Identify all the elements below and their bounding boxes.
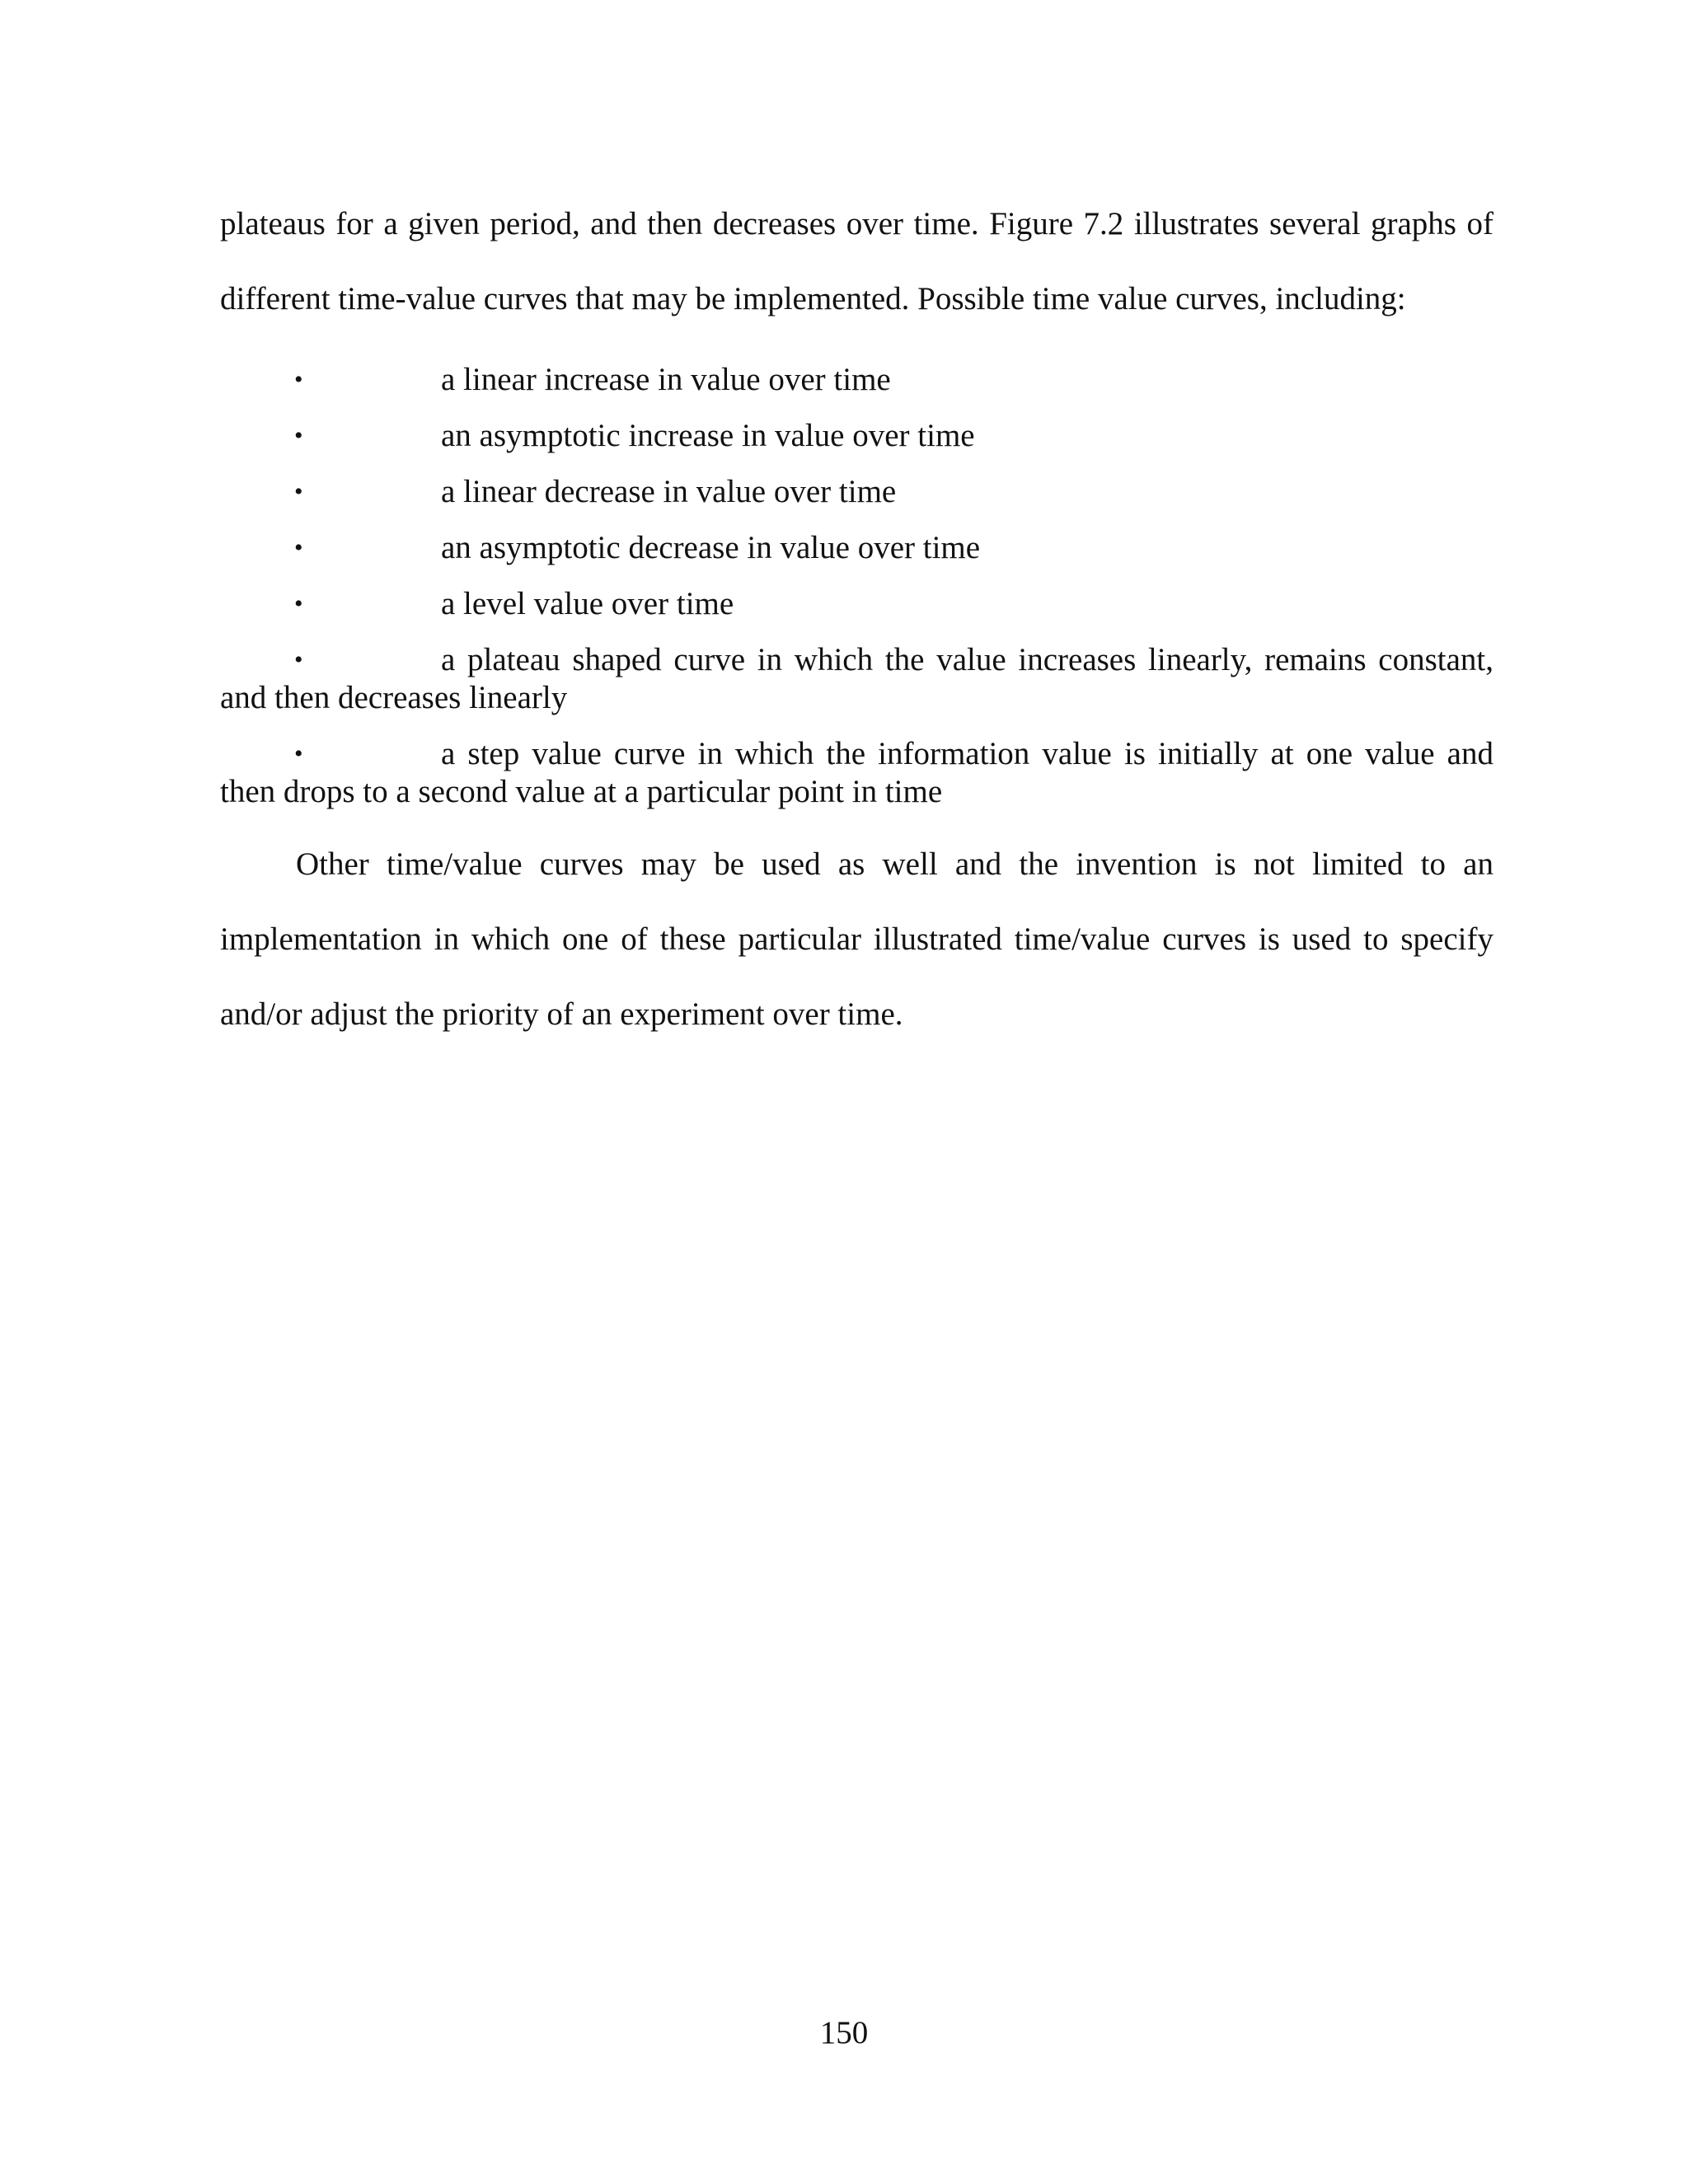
closing-paragraph: Other time/value curves may be used as well and the invention is not limited to an implementation in which one of these particular illustrated time/value curves is used to specify and/or adjust the priority of an experiment over time. [220,846,1493,1032]
bullet-icon: • [294,478,303,505]
list-item-text: a linear decrease in value over time [441,474,897,509]
bullet-icon: • [294,590,303,617]
list-item-text: an asymptotic decrease in value over time [441,530,981,565]
time-value-curve-list [220,361,1493,829]
bullet-icon: • [294,534,303,561]
list-item [220,473,1493,529]
list-item [220,529,1493,585]
list-item [220,417,1493,473]
bullet-icon: • [294,422,303,449]
list-item [220,735,1493,811]
bullet-icon: • [294,366,303,393]
intro-paragraph: plateaus for a given period, and then decreases over time. Figure 7.2 illustrates several graphs of different time-value curves that may be implemented. Possible time value curves, including: [220,206,1493,316]
bullet-icon: • [294,740,303,767]
list-item-text: a level value over time [441,586,734,621]
list-item [220,641,1493,717]
list-item [220,585,1493,641]
page-number: 150 [819,2015,869,2050]
bullet-icon: • [294,646,303,673]
list-item-text: an asymptotic increase in value over time [441,418,975,453]
list-item-text: a step value curve in which the information value is initially at one value and then drops to a second value at a particular point in time [220,736,1493,809]
list-item-text: a plateau shaped curve in which the value increases linearly, remains constant, and then decreases linearly [220,642,1493,715]
list-item [220,361,1493,417]
list-item-text: a linear increase in value over time [441,362,891,397]
